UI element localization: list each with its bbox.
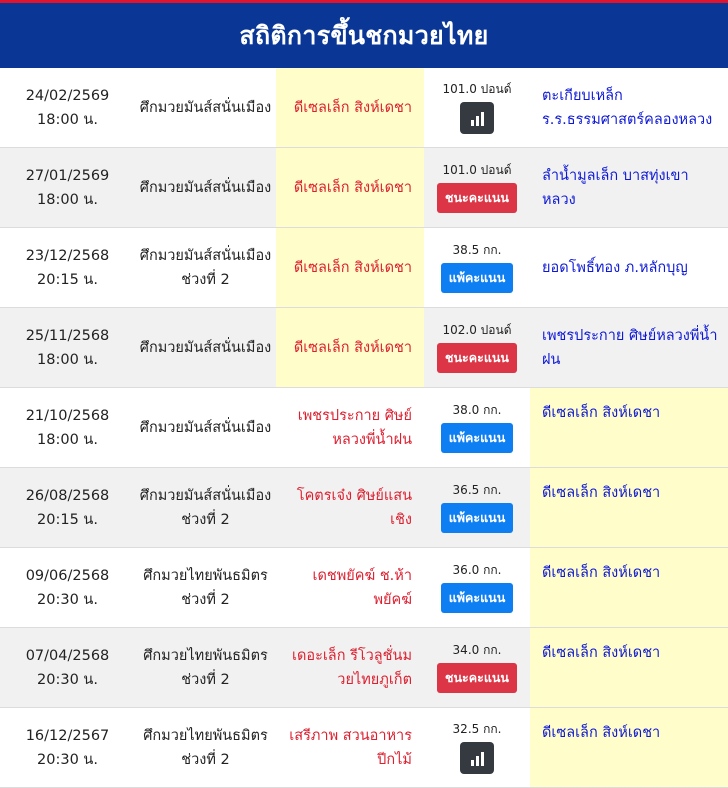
fight-time: 18:00 น. [37,191,98,208]
fight-date-cell [0,548,135,627]
event-name [135,68,276,147]
result-cell [424,68,530,147]
event-label: ศึกมวยมันส์สนั่นเมือง [139,339,272,356]
fight-date: 24/02/2569 [25,87,110,104]
red-corner-fighter[interactable]: เดอะเล็ก รีโวลูชั่นมวยไทยภูเก็ต [291,647,412,688]
event-label: ศึกมวยไทยพันธมิตร ช่วงที่ 2 [143,567,268,608]
event-label: ศึกมวยมันส์สนั่นเมือง ช่วงที่ 2 [139,247,272,288]
blue-corner-cell [530,388,728,467]
red-corner-fighter[interactable]: เพชรประกาย ศิษย์หลวงพี่น้ำฝน [297,407,412,448]
blue-corner-fighter[interactable]: ดีเซลเล็ก สิงห์เดชา [542,405,661,421]
fight-date-cell [0,68,135,147]
fight-history-table [0,68,728,788]
page-header [0,0,728,68]
fight-time: 20:30 น. [37,591,98,608]
event-label: ศึกมวยไทยพันธมิตร ช่วงที่ 2 [143,727,268,768]
result-badge[interactable]: ชนะคะแนน [437,663,517,693]
fight-date: 21/10/2568 [25,407,110,424]
stats-chart-icon[interactable] [460,102,494,134]
event-name [135,228,276,307]
fight-time: 18:00 น. [37,431,98,448]
blue-corner-cell [530,548,728,627]
fight-date-cell [0,228,135,307]
red-corner-cell [276,228,424,307]
result-badge[interactable]: ชนะคะแนน [437,183,517,213]
blue-corner-cell [530,68,728,147]
fight-date-cell [0,468,135,547]
event-name [135,388,276,467]
fight-weight: 38.0 กก. [452,403,502,417]
event-label: ศึกมวยมันส์สนั่นเมือง [139,179,272,196]
result-cell [424,468,530,547]
fight-time: 20:15 น. [37,271,98,288]
event-name [135,148,276,227]
fight-date-cell [0,148,135,227]
red-corner-fighter[interactable]: เสรีภาพ สวนอาหารปีกไม้ [289,727,412,768]
red-corner-cell [276,628,424,707]
event-name [135,708,276,787]
blue-corner-fighter[interactable]: ลำน้ำมูลเล็ก บาสทุ่งเขาหลวง [542,167,689,208]
blue-corner-cell [530,228,728,307]
blue-corner-cell [530,708,728,787]
fight-date: 07/04/2568 [25,647,110,664]
blue-corner-cell [530,308,728,387]
blue-corner-fighter[interactable]: ดีเซลเล็ก สิงห์เดชา [542,725,661,741]
event-label: ศึกมวยไทยพันธมิตร ช่วงที่ 2 [143,647,268,688]
red-corner-cell [276,68,424,147]
fight-time: 18:00 น. [37,111,98,128]
stats-chart-icon[interactable] [460,742,494,774]
fight-weight: 38.5 กก. [452,243,502,257]
blue-corner-cell [530,468,728,547]
blue-corner-fighter[interactable]: ดีเซลเล็ก สิงห์เดชา [542,565,661,581]
red-corner-fighter[interactable]: ดีเซลเล็ก สิงห์เดชา [293,259,412,276]
result-cell [424,548,530,627]
red-corner-fighter[interactable]: เดชพยัคฆ์ ช.ห้าพยัคฆ์ [312,567,412,608]
red-corner-cell [276,548,424,627]
fight-row [0,628,728,708]
result-badge[interactable]: แพ้คะแนน [441,263,514,293]
fight-weight: 102.0 ปอนด์ [442,323,512,337]
red-corner-fighter[interactable]: ดีเซลเล็ก สิงห์เดชา [293,339,412,356]
blue-corner-fighter[interactable]: ตะเกียบเหล็ก ร.ร.ธรรมศาสตร์คลองหลวง [542,87,713,128]
result-badge[interactable]: แพ้คะแนน [441,583,514,613]
event-name [135,308,276,387]
fight-time: 20:15 น. [37,511,98,528]
result-badge[interactable]: แพ้คะแนน [441,503,514,533]
blue-corner-cell [530,148,728,227]
red-corner-cell [276,468,424,547]
fight-date: 09/06/2568 [25,567,110,584]
event-label: ศึกมวยมันส์สนั่นเมือง [139,99,272,116]
result-cell [424,708,530,787]
result-badge[interactable]: แพ้คะแนน [441,423,514,453]
red-corner-cell [276,308,424,387]
blue-corner-fighter[interactable]: ดีเซลเล็ก สิงห์เดชา [542,645,661,661]
fight-time: 18:00 น. [37,351,98,368]
red-corner-cell [276,708,424,787]
fight-weight: 101.0 ปอนด์ [442,82,512,96]
result-cell [424,388,530,467]
page-title: สถิติการขึ้นชกมวยไทย [239,20,489,50]
result-badge[interactable]: ชนะคะแนน [437,343,517,373]
fight-weight: 34.0 กก. [452,643,502,657]
fight-weight: 32.5 กก. [452,722,502,736]
fight-time: 20:30 น. [37,671,98,688]
event-name [135,548,276,627]
blue-corner-fighter[interactable]: เพชรประกาย ศิษย์หลวงพี่น้ำฝน [542,327,718,368]
fight-time: 20:30 น. [37,751,98,768]
fight-date: 25/11/2568 [25,327,110,344]
result-cell [424,308,530,387]
fight-weight: 36.5 กก. [452,483,502,497]
fight-date-cell [0,628,135,707]
blue-corner-cell [530,628,728,707]
fight-date-cell [0,308,135,387]
fight-row [0,308,728,388]
fight-date: 16/12/2567 [25,727,110,744]
blue-corner-fighter[interactable]: ดีเซลเล็ก สิงห์เดชา [542,485,661,501]
event-label: ศึกมวยมันส์สนั่นเมือง ช่วงที่ 2 [139,487,272,528]
fight-weight: 36.0 กก. [452,563,502,577]
event-name [135,468,276,547]
fight-row [0,68,728,148]
fight-weight: 101.0 ปอนด์ [442,163,512,177]
fight-date: 23/12/2568 [25,247,110,264]
fight-row [0,388,728,468]
fight-row [0,468,728,548]
blue-corner-fighter[interactable]: ยอดโพธิ์ทอง ภ.หลักบุญ [542,259,688,276]
fight-row [0,148,728,228]
fight-date-cell [0,708,135,787]
event-label: ศึกมวยมันส์สนั่นเมือง [139,419,272,436]
red-corner-fighter[interactable]: ดีเซลเล็ก สิงห์เดชา [293,99,412,116]
event-name [135,628,276,707]
fight-date: 26/08/2568 [25,487,110,504]
red-corner-fighter[interactable]: ดีเซลเล็ก สิงห์เดชา [293,179,412,196]
red-corner-cell [276,148,424,227]
result-cell [424,228,530,307]
fight-row [0,228,728,308]
result-cell [424,148,530,227]
result-cell [424,628,530,707]
red-corner-cell [276,388,424,467]
fight-row [0,708,728,788]
red-corner-fighter[interactable]: โคตรเจ๋ง ศิษย์แสนเชิง [296,487,412,528]
fight-row [0,548,728,628]
fight-date-cell [0,388,135,467]
fight-date: 27/01/2569 [25,167,110,184]
